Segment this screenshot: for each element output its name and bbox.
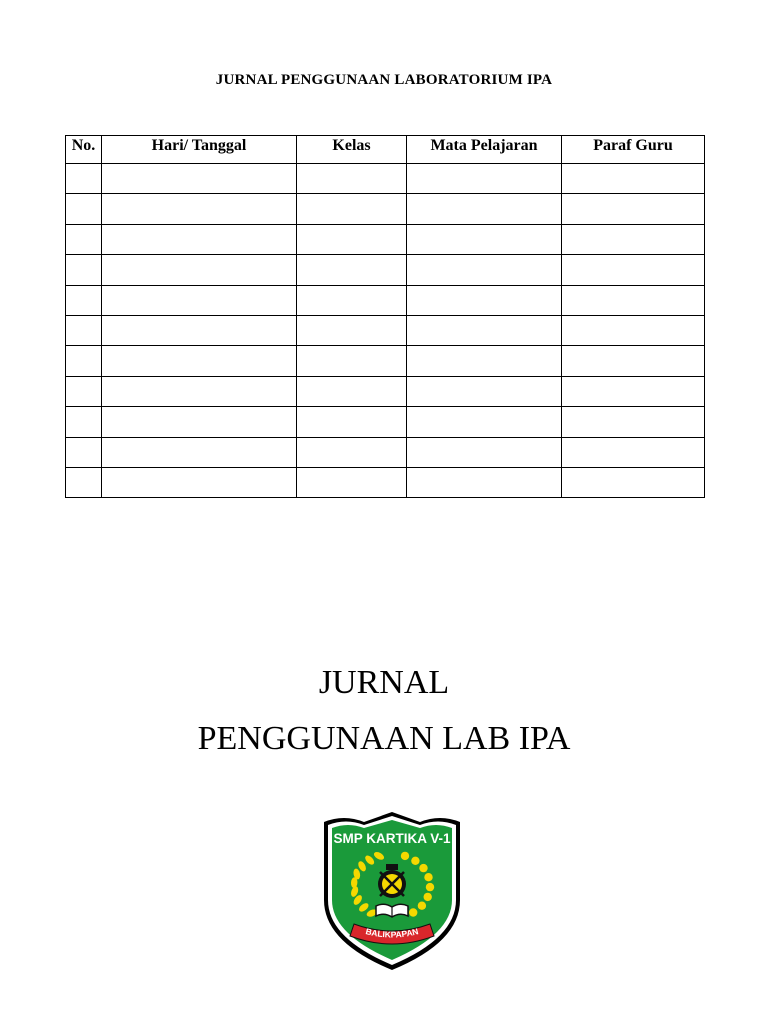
table-cell[interactable] bbox=[562, 407, 705, 437]
table-cell[interactable] bbox=[297, 164, 407, 194]
table-cell[interactable] bbox=[562, 346, 705, 376]
table-cell[interactable] bbox=[66, 194, 102, 224]
table-cell[interactable] bbox=[407, 346, 562, 376]
table-cell[interactable] bbox=[102, 437, 297, 467]
table-row bbox=[66, 285, 705, 315]
table-cell[interactable] bbox=[562, 164, 705, 194]
column-header-day-date: Hari/ Tanggal bbox=[102, 136, 297, 164]
cotton-ball bbox=[419, 864, 427, 872]
column-header-teacher-signature: Paraf Guru bbox=[562, 136, 705, 164]
cotton-ball bbox=[424, 893, 432, 901]
table-cell[interactable] bbox=[407, 437, 562, 467]
column-header-no: No. bbox=[66, 136, 102, 164]
column-header-class: Kelas bbox=[297, 136, 407, 164]
table-row bbox=[66, 224, 705, 254]
table-cell[interactable] bbox=[66, 407, 102, 437]
table-cell[interactable] bbox=[562, 376, 705, 406]
open-book-icon bbox=[376, 904, 408, 917]
cotton-ball bbox=[401, 852, 409, 860]
usage-log-table bbox=[65, 135, 705, 498]
table-cell[interactable] bbox=[66, 437, 102, 467]
table-cell[interactable] bbox=[66, 467, 102, 497]
table-cell[interactable] bbox=[297, 346, 407, 376]
table-cell[interactable] bbox=[562, 315, 705, 345]
table-row bbox=[66, 437, 705, 467]
table-cell[interactable] bbox=[407, 407, 562, 437]
table-cell[interactable] bbox=[407, 224, 562, 254]
document-title: JURNAL PENGGUNAAN LABORATORIUM IPA bbox=[215, 72, 553, 88]
table-cell[interactable] bbox=[407, 194, 562, 224]
table-row bbox=[66, 315, 705, 345]
table-cell[interactable] bbox=[297, 376, 407, 406]
table-cell[interactable] bbox=[297, 285, 407, 315]
table-cell[interactable] bbox=[102, 164, 297, 194]
table-cell[interactable] bbox=[407, 164, 562, 194]
table-cell[interactable] bbox=[102, 285, 297, 315]
table-cell[interactable] bbox=[297, 407, 407, 437]
table-cell[interactable] bbox=[407, 285, 562, 315]
table-cell[interactable] bbox=[102, 407, 297, 437]
school-emblem bbox=[320, 812, 464, 972]
table-row bbox=[66, 376, 705, 406]
table-cell[interactable] bbox=[102, 315, 297, 345]
table-header-row bbox=[66, 136, 705, 164]
table-cell[interactable] bbox=[297, 467, 407, 497]
table-cell[interactable] bbox=[102, 224, 297, 254]
cotton-ball bbox=[418, 902, 426, 910]
table-cell[interactable] bbox=[66, 255, 102, 285]
table-cell[interactable] bbox=[407, 255, 562, 285]
table-body bbox=[66, 164, 705, 498]
table-cell[interactable] bbox=[407, 467, 562, 497]
table-cell[interactable] bbox=[562, 194, 705, 224]
cotton-ball bbox=[411, 857, 419, 865]
table-cell[interactable] bbox=[66, 164, 102, 194]
table-row bbox=[66, 255, 705, 285]
table-cell[interactable] bbox=[297, 315, 407, 345]
table-cell[interactable] bbox=[102, 376, 297, 406]
table-row bbox=[66, 407, 705, 437]
table-cell[interactable] bbox=[102, 255, 297, 285]
table-row bbox=[66, 164, 705, 194]
table-cell[interactable] bbox=[562, 467, 705, 497]
emblem-top-text: SMP KARTIKA V-1 bbox=[333, 831, 451, 846]
table-cell[interactable] bbox=[407, 315, 562, 345]
table-cell[interactable] bbox=[562, 255, 705, 285]
table-cell[interactable] bbox=[407, 376, 562, 406]
table-cell[interactable] bbox=[102, 467, 297, 497]
table-cell[interactable] bbox=[102, 194, 297, 224]
table-cell[interactable] bbox=[66, 224, 102, 254]
ribbon-text-path: BALIKPAPAN bbox=[364, 926, 420, 940]
cover-title-line1: JURNAL bbox=[318, 664, 450, 701]
table-cell[interactable] bbox=[297, 224, 407, 254]
table-cell[interactable] bbox=[66, 315, 102, 345]
table-cell[interactable] bbox=[66, 376, 102, 406]
table-cell[interactable] bbox=[297, 255, 407, 285]
cover-title-line2: PENGGUNAAN LAB IPA bbox=[197, 720, 571, 757]
cotton-ball bbox=[426, 883, 434, 891]
table-cell[interactable] bbox=[562, 285, 705, 315]
table-row bbox=[66, 194, 705, 224]
table-cell[interactable] bbox=[66, 285, 102, 315]
column-header-subject: Mata Pelajaran bbox=[407, 136, 562, 164]
cotton-ball bbox=[409, 908, 417, 916]
cotton-ball bbox=[424, 873, 432, 881]
table-row bbox=[66, 346, 705, 376]
table-cell[interactable] bbox=[102, 346, 297, 376]
table-row bbox=[66, 467, 705, 497]
table-cell[interactable] bbox=[297, 194, 407, 224]
table-cell[interactable] bbox=[66, 346, 102, 376]
table-cell[interactable] bbox=[562, 224, 705, 254]
table-cell[interactable] bbox=[562, 437, 705, 467]
table-cell[interactable] bbox=[297, 437, 407, 467]
